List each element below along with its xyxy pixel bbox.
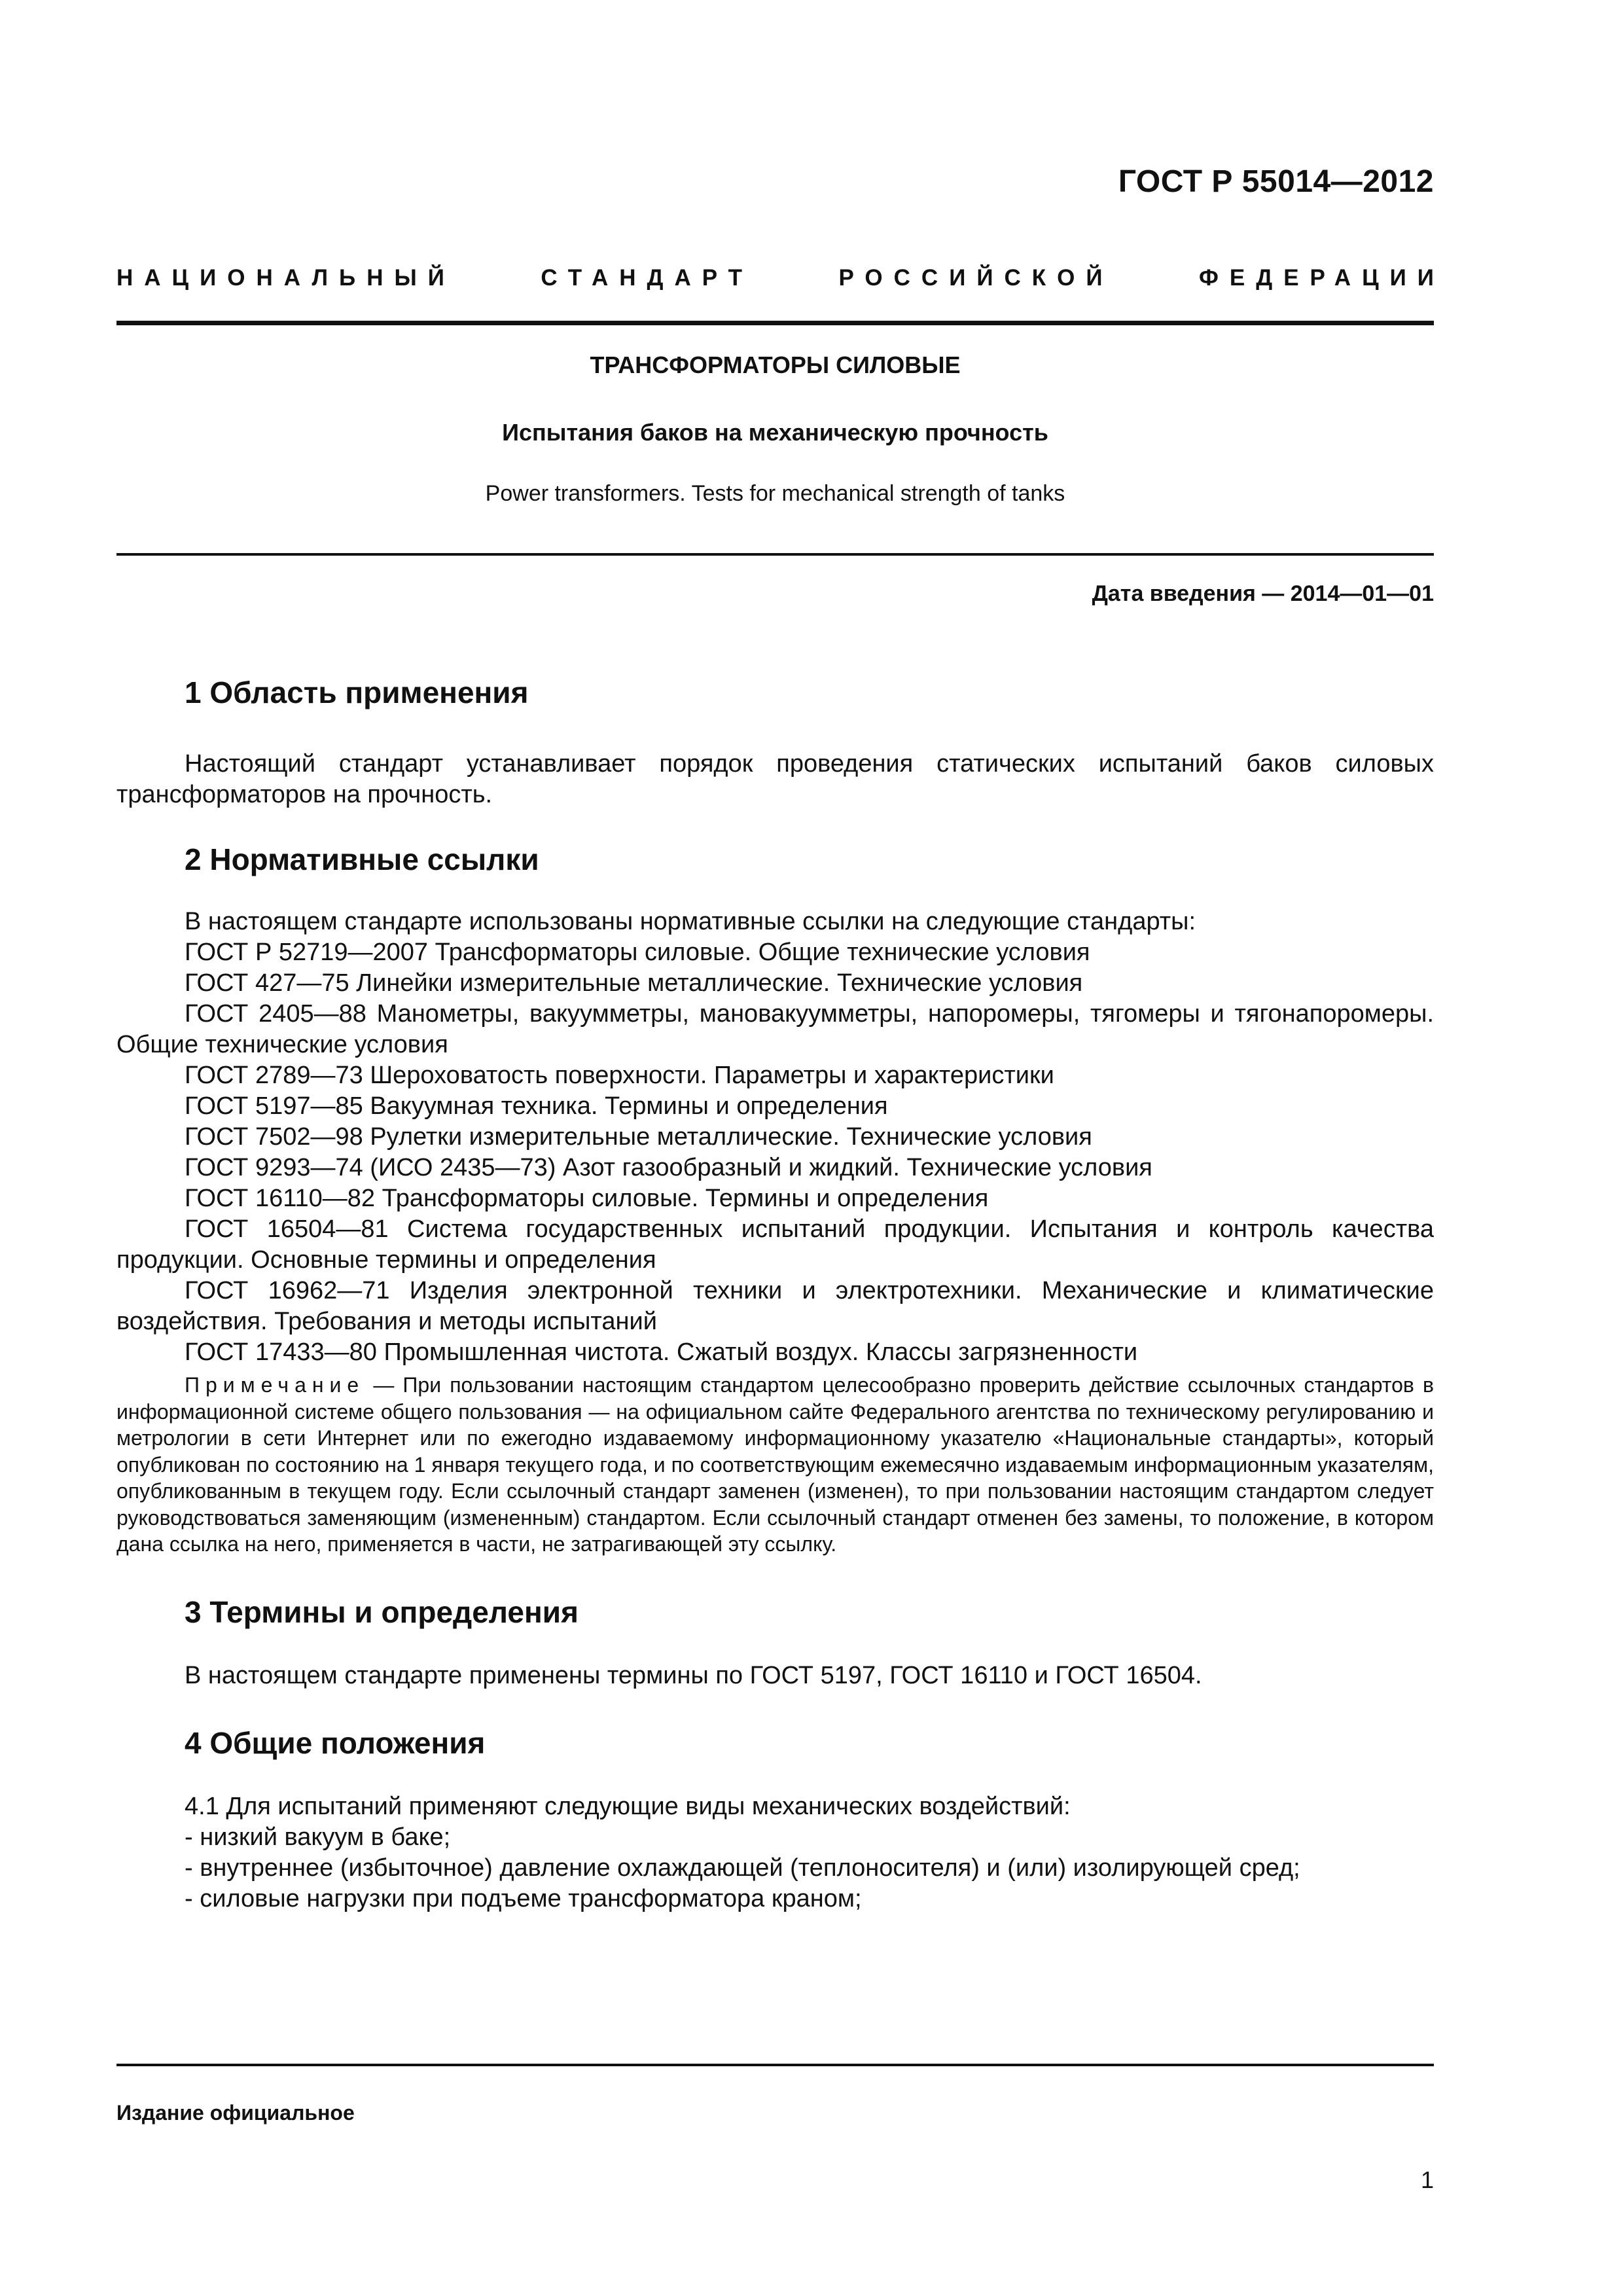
- section-scope: [116, 677, 1434, 810]
- reference-item: ГОСТ 16110—82 Трансформаторы силовые. Термины и определения: [185, 1185, 989, 1212]
- paragraph: В настоящем стандарте использованы нормативные ссылки на следующие стандарты:: [185, 908, 1196, 935]
- section-heading: 3 Термины и определения: [185, 1594, 579, 1629]
- top-divider: [116, 321, 1434, 325]
- note-label: Примечание: [185, 1373, 365, 1397]
- reference-item: ГОСТ 9293—74 (ИСО 2435—73) Азот газообразный и жидкий. Технические условия: [185, 1154, 1152, 1181]
- reference-item: ГОСТ 7502—98 Рулетки измерительные металлические. Технические условия: [185, 1123, 1092, 1151]
- document-body: [116, 677, 1434, 1914]
- footer-divider: [116, 2064, 1434, 2066]
- document-subtitle: Испытания баков на механическую прочность: [502, 419, 1048, 446]
- list-item: - низкий вакуум в баке;: [185, 1823, 451, 1851]
- reference-item: ГОСТ 17433—80 Промышленная чистота. Сжатый воздух. Классы загрязненности: [185, 1338, 1138, 1366]
- page-number: 1: [1420, 2166, 1434, 2193]
- section-heading: 4 Общие положения: [185, 1725, 486, 1760]
- note-text: — При пользовании настоящим стандартом целесообразно проверить действие ссылочных стандартов в информационной системе общего пользования — на официальном сайте Федерального агентства по техническому регулированию и метрологии в сети Интернет или по ежегодно издаваемому информационному указателю «Национальные стандарты», который опубликован по состоянию на 1 января текущего года, и по соответствующим ежемесячно издаваемым информационным указателям, опубликованным в текущем году. Если ссылочный стандарт заменен (изменен), то при пользовании настоящим стандартом следует руководствоваться заменяющим (измененным) стандартом. Если ссылочный стандарт отменен без замены, то положение, в котором дана ссылка на него, применяется в части, не затрагивающей эту ссылку.: [116, 1373, 1434, 1556]
- paragraph: Настоящий стандарт устанавливает порядок проведения статических испытаний баков силовых трансформаторов на прочность.: [116, 750, 1434, 808]
- section-terms: [116, 1594, 1434, 1691]
- banner-word: СТАНДАРТ: [541, 265, 754, 291]
- reference-item: ГОСТ 427—75 Линейки измерительные металлические. Технические условия: [185, 969, 1083, 997]
- section-normative-references: [116, 844, 1434, 1558]
- list-item: 4.1 Для испытаний применяют следующие виды механических воздействий:: [185, 1792, 1071, 1820]
- edition-label: Издание официальное: [116, 2101, 355, 2125]
- banner-word: РОССИЙСКОЙ: [838, 265, 1114, 291]
- reference-item: ГОСТ 16504—81 Система государственных испытаний продукции. Испытания и контроль качества продукции. Основные термины и определения: [116, 1215, 1434, 1274]
- document-title: ТРАНСФОРМАТОРЫ СИЛОВЫЕ: [590, 351, 961, 378]
- document-number: ГОСТ Р 55014—2012: [1118, 164, 1434, 199]
- section-general: [116, 1725, 1434, 1914]
- reference-item: ГОСТ 5197—85 Вакуумная техника. Термины и определения: [185, 1092, 888, 1120]
- reference-item: ГОСТ Р 52719—2007 Трансформаторы силовые. Общие технические условия: [185, 939, 1090, 966]
- reference-list: [116, 906, 1434, 1368]
- banner-word: НАЦИОНАЛЬНЫЙ: [116, 265, 455, 291]
- national-standard-banner: [116, 265, 1445, 291]
- list-item: - внутреннее (избыточное) давление охлаждающей (теплоносителя) и (или) изолирующей сред;: [185, 1854, 1300, 1882]
- header-divider: [116, 553, 1434, 556]
- section-heading: 2 Нормативные ссылки: [185, 842, 539, 876]
- section-heading: 1 Область применения: [185, 675, 529, 709]
- paragraph: В настоящем стандарте применены термины по ГОСТ 5197, ГОСТ 16110 и ГОСТ 16504.: [185, 1661, 1202, 1689]
- reference-item: ГОСТ 2789—73 Шероховатость поверхности. Параметры и характеристики: [185, 1062, 1054, 1089]
- reference-item: ГОСТ 16962—71 Изделия электронной техники и электротехники. Механические и климатические воздействия. Требования и методы испытаний: [116, 1277, 1434, 1335]
- note: [116, 1372, 1434, 1558]
- general-list: [116, 1791, 1434, 1914]
- introduction-date: Дата введения — 2014—01—01: [1092, 581, 1434, 606]
- list-item: - силовые нагрузки при подъеме трансформатора краном;: [185, 1884, 862, 1912]
- english-title: Power transformers. Tests for mechanical strength of tanks: [485, 481, 1065, 506]
- reference-item: ГОСТ 2405—88 Манометры, вакуумметры, мановакуумметры, напоромеры, тягомеры и тягонапоромеры. Общие технические условия: [116, 1000, 1434, 1058]
- banner-word: ФЕДЕРАЦИИ: [1199, 265, 1445, 291]
